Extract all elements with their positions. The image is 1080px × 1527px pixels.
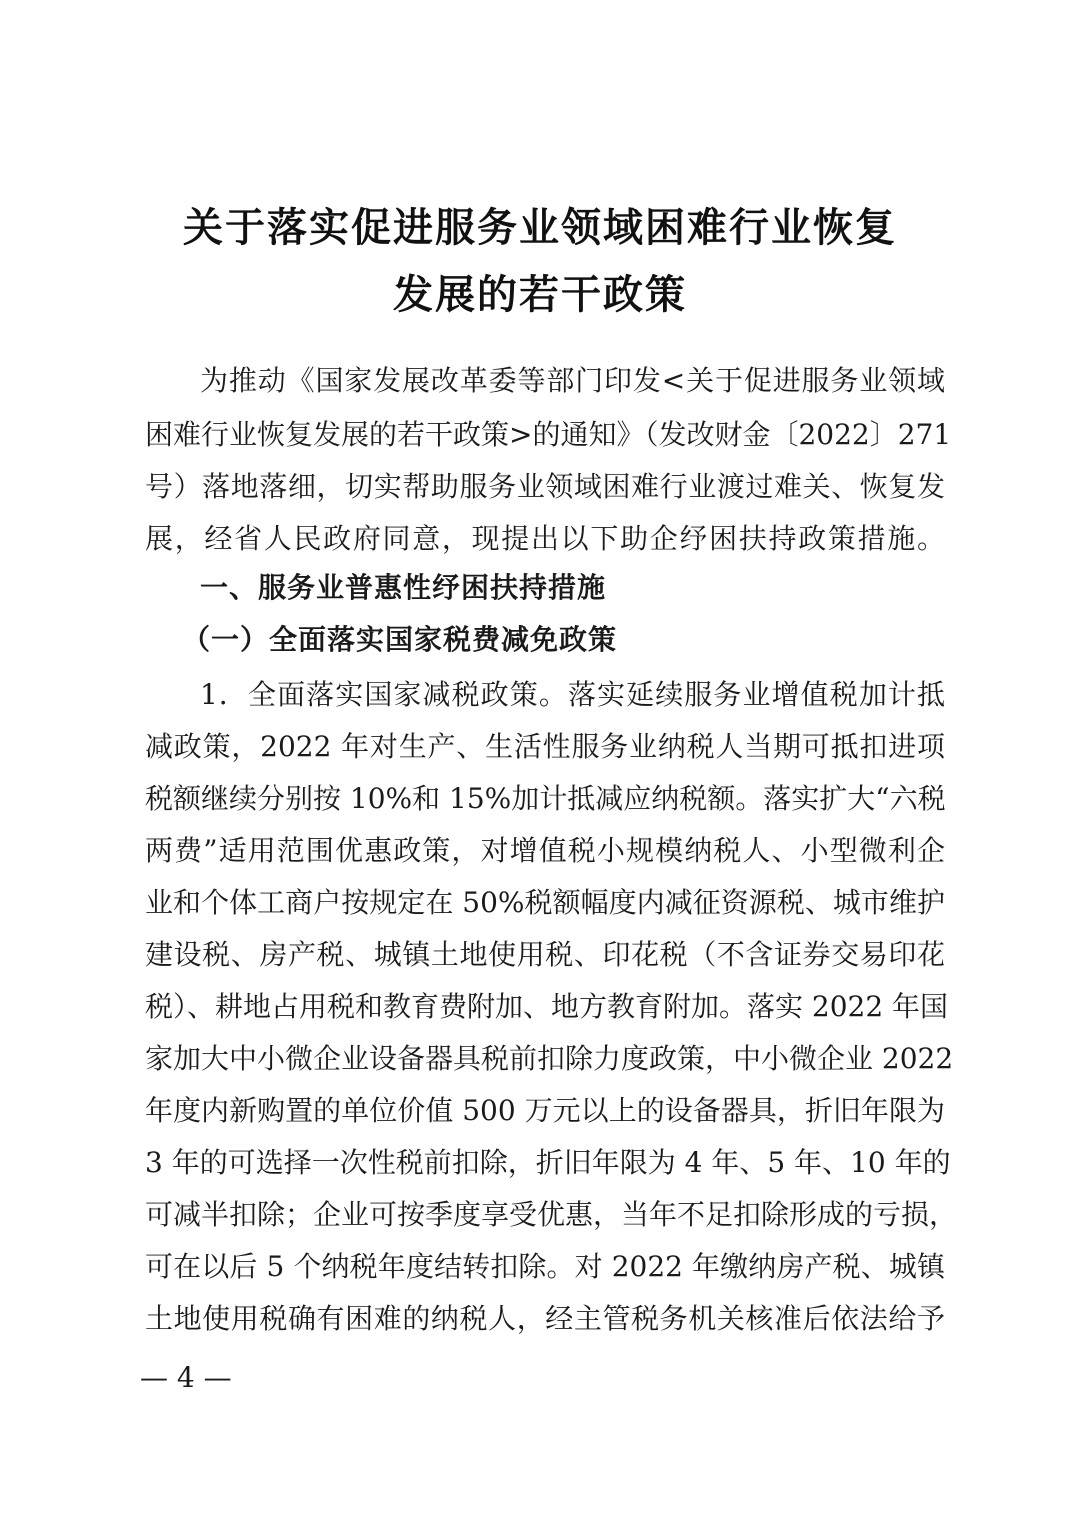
section-heading-2: （一）全面落实国家税费减免政策 [182,623,618,656]
item1-paragraph-line: 可在以后 5 个纳税年度结转扣除。对 2022 年缴纳房产税、城镇 [145,1250,945,1283]
item1-paragraph-line: 税额继续分别按 10%和 15%加计抵减应纳税额。落实扩大“六税 [145,782,946,815]
section-heading-1: 一、服务业普惠性纾困扶持措施 [200,571,607,604]
item1-paragraph-line: 业和个体工商户按规定在 50%税额幅度内减征资源税、城市维护 [145,886,945,919]
item1-paragraph-line: 可减半扣除；企业可按季度享受优惠，当年不足扣除形成的亏损， [145,1198,958,1231]
intro-paragraph-line: 号）落地落细，切实帮助服务业领域困难行业渡过难关、恢复发 [145,470,945,503]
item1-paragraph-line: 1．全面落实国家减税政策。落实延续服务业增值税加计抵 [200,678,945,711]
intro-paragraph-line: 展，经省人民政府同意，现提出以下助企纾困扶持政策措施。 [145,522,945,555]
intro-paragraph-line: 为推动《国家发展改革委等部门印发<关于促进服务业领域 [200,364,945,397]
item1-paragraph-line: 两费”适用范围优惠政策，对增值税小规模纳税人、小型微利企 [145,834,945,867]
item1-paragraph-line: 年度内新购置的单位价值 500 万元以上的设备器具，折旧年限为 [145,1094,945,1127]
item1-paragraph-line: 减政策，2022 年对生产、生活性服务业纳税人当期可抵扣进项 [145,730,945,763]
document-title-line-1: 关于落实促进服务业领域困难行业恢复 [183,204,897,251]
item1-paragraph-line: 家加大中小微企业设备器具税前扣除力度政策，中小微企业 2022 [145,1042,954,1075]
page-number: — 4 — [140,1361,232,1394]
item1-paragraph-line: 土地使用税确有困难的纳税人，经主管税务机关核准后依法给予 [145,1302,945,1335]
item1-paragraph-line: 建设税、房产税、城镇土地使用税、印花税（不含证券交易印花 [145,938,945,971]
item1-paragraph-line: 3 年的可选择一次性税前扣除，折旧年限为 4 年、5 年、10 年的 [145,1146,951,1179]
document-title-line-2: 发展的若干政策 [393,271,687,318]
intro-paragraph-line: 困难行业恢复发展的若干政策>的通知》（发改财金〔2022〕271 [145,418,952,451]
item1-paragraph-line: 税）、耕地占用税和教育费附加、地方教育附加。落实 2022 年国 [145,990,949,1023]
